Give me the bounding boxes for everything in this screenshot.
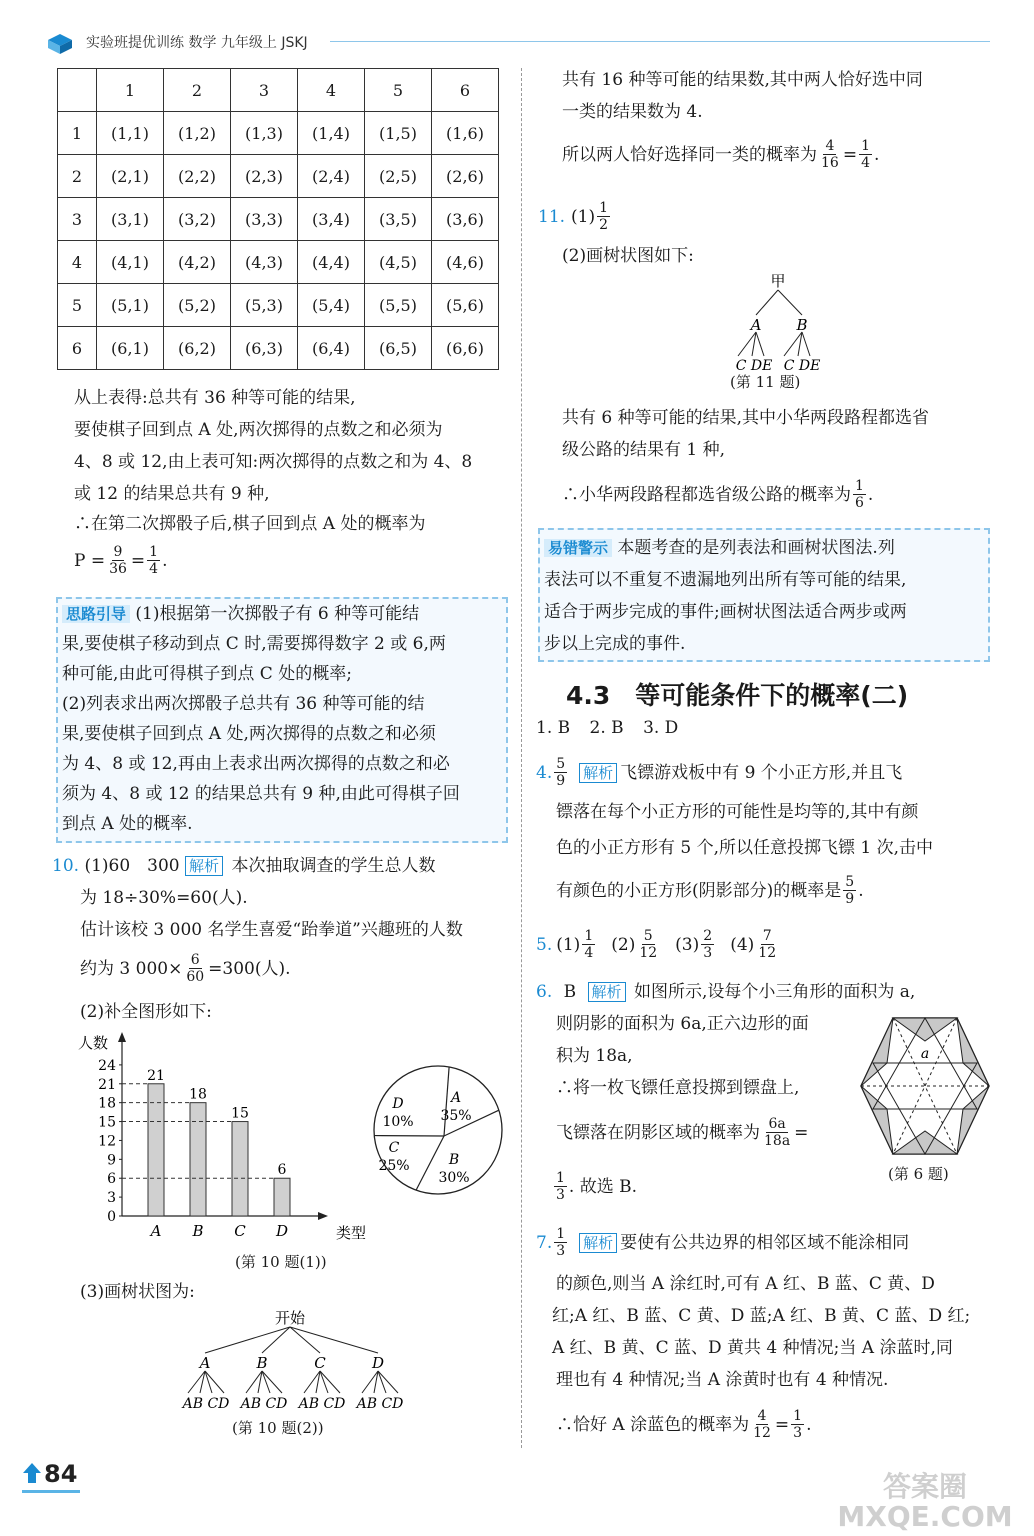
- table-cell: (6,5): [365, 327, 432, 370]
- fraction-den: 3: [556, 1187, 565, 1203]
- period: .: [162, 550, 168, 571]
- question-number: 6.: [536, 982, 553, 1002]
- fraction-num: 6a: [768, 1116, 786, 1132]
- fraction-num: 1: [599, 200, 609, 216]
- jiexi-tag: 解析: [185, 856, 223, 876]
- table-cell: (5,1): [97, 284, 164, 327]
- thinking-guide-line-5: 果,要使棋子回到点 A 处,两次掷得的点数之和必须: [62, 724, 436, 744]
- table-cell: (4,4): [298, 241, 365, 284]
- fraction-den: 12: [753, 1425, 771, 1441]
- tree-root-label: 甲: [770, 272, 786, 290]
- q4-line-4-text: 有颜色的小正方形(阴影部分)的概率是: [556, 880, 842, 901]
- q5-part-label: (4): [730, 934, 755, 955]
- answer-item: 2. B: [589, 718, 624, 738]
- fraction: [554, 1170, 567, 1203]
- bar: [148, 1084, 164, 1216]
- fraction-den: 9: [845, 891, 855, 907]
- table-cell: (2,6): [432, 155, 499, 198]
- y-tick-label: 0: [107, 1209, 116, 1225]
- table-cell: (3,3): [231, 198, 298, 241]
- q6-line-4: ∴将一枚飞镖任意投掷到镖盘上,: [556, 1078, 800, 1098]
- table-cell: (4,2): [164, 241, 231, 284]
- x-tick-label: C: [234, 1222, 246, 1240]
- fraction: [597, 200, 610, 233]
- x-axis-arrow: [318, 1212, 328, 1220]
- equals-sign: =: [794, 1122, 809, 1143]
- fraction-num: 9: [113, 544, 123, 560]
- q7-line-3: 红;A 红、B 蓝、C 黄、D 蓝;A 红、B 黄、C 蓝、D 红;: [552, 1306, 971, 1326]
- q7-line-1: [536, 1226, 909, 1259]
- tree-leaf-label: C DE: [735, 358, 773, 370]
- q10-line-1: [52, 856, 435, 876]
- table-row: [58, 155, 499, 198]
- fraction-den: 16: [821, 155, 839, 171]
- table-col-header: 5: [365, 69, 432, 112]
- right-line-5: 级公路的结果有 1 种,: [562, 440, 726, 460]
- fraction: [819, 138, 841, 171]
- bar-data-label: 18: [189, 1086, 207, 1103]
- q10-line-6: (3)画树状图为:: [80, 1282, 195, 1302]
- fraction: [843, 874, 856, 907]
- period: .: [858, 880, 864, 901]
- fraction-num: 5: [845, 874, 855, 890]
- table-cell: (6,3): [231, 327, 298, 370]
- tree-leaf-label: AB CD: [240, 1396, 288, 1412]
- table-cell: (2,3): [231, 155, 298, 198]
- header-rule: [330, 41, 990, 42]
- table-row-header: 5: [58, 284, 97, 327]
- fraction-num: 6: [190, 952, 200, 968]
- q7-line-2: 的颜色,则当 A 涂红时,可有 A 红、B 蓝、C 黄、D: [556, 1274, 935, 1294]
- jiexi-tag: 解析: [579, 763, 617, 783]
- fraction: [756, 928, 778, 961]
- fraction-den: 18a: [764, 1133, 791, 1149]
- q6-conclusion: . 故选 B.: [568, 1176, 638, 1197]
- table-row: [58, 112, 499, 155]
- left-line-2: 要使棋子回到点 A 处,两次掷得的点数之和必须为: [74, 420, 443, 440]
- question-number: 10.: [52, 856, 80, 876]
- table-col-header: 4: [298, 69, 365, 112]
- table-cell: (6,6): [432, 327, 499, 370]
- table-cell: (6,1): [97, 327, 164, 370]
- table-row: [58, 198, 499, 241]
- fraction-num: 1: [556, 1170, 565, 1186]
- q7-line-4: A 红、B 黄、C 蓝、D 黄共 4 种情况;当 A 涂蓝时,同: [552, 1338, 953, 1358]
- y-tick-label: 24: [98, 1057, 116, 1074]
- fraction-den: 3: [703, 945, 713, 961]
- header-logo-icon: [42, 30, 78, 56]
- table-cell: (1,6): [432, 112, 499, 155]
- watermark: 答案圈 MXQE.COM: [837, 1470, 1013, 1533]
- q5-part-label: (1): [556, 934, 581, 955]
- fraction: [184, 952, 206, 985]
- fraction-num: 1: [149, 544, 159, 560]
- question-number: 7.: [536, 1232, 553, 1253]
- table-row-header: 4: [58, 241, 97, 284]
- fraction-num: 2: [703, 928, 713, 944]
- q11-line-2: (2)画树状图如下:: [562, 246, 694, 266]
- thinking-guide-text: (1)根据第一次掷骰子有 6 种等可能结: [135, 604, 420, 624]
- y-axis-label: 人数: [78, 1034, 109, 1052]
- fraction-den: 12: [639, 945, 658, 961]
- table-cell: (5,3): [231, 284, 298, 327]
- table-row-header: 2: [58, 155, 97, 198]
- table-cell: (4,5): [365, 241, 432, 284]
- tree-node-label: A: [750, 316, 762, 334]
- fraction: [853, 478, 866, 511]
- fraction-num: 1: [793, 1408, 803, 1424]
- period: .: [867, 484, 874, 505]
- q6-line-3: 积为 18a,: [556, 1046, 633, 1066]
- fraction-den: 4: [584, 945, 594, 961]
- table-cell: (1,1): [97, 112, 164, 155]
- table-cell: (3,2): [164, 198, 231, 241]
- bar-and-pie-chart: [70, 1030, 520, 1245]
- bar-data-label: 6: [277, 1162, 287, 1179]
- q6-line-5-text: 飞镖落在阴影区域的概率为: [556, 1122, 760, 1143]
- q6-answer: B: [563, 982, 577, 1002]
- pie-slice-label: C: [388, 1140, 400, 1156]
- thinking-guide-line-3: 种可能,由此可得棋子到点 C 处的概率;: [62, 664, 352, 684]
- table-cell: (5,4): [298, 284, 365, 327]
- q7-text: 要使有公共边界的相邻区域不能涂相同: [620, 1232, 910, 1253]
- answers-1-3: [536, 718, 678, 738]
- q4-line-3: 色的小正方形有 5 个,所以任意投掷飞镖 1 次,击中: [556, 838, 934, 858]
- warning-tag: 易错警示: [544, 539, 612, 557]
- table-cell: (5,6): [432, 284, 499, 327]
- q4-text: 飞镖游戏板中有 9 个小正方形,并且飞: [620, 762, 903, 783]
- hexagon-caption: (第 6 题): [888, 1165, 949, 1183]
- table-row-header: 6: [58, 327, 97, 370]
- right-line-6-text: ∴小华两段路程都选省级公路的概率为: [562, 484, 851, 505]
- q7-line-5: 理也有 4 种情况;当 A 涂黄时也有 4 种情况.: [556, 1370, 889, 1390]
- table-cell: (1,5): [365, 112, 432, 155]
- table-cell: (6,4): [298, 327, 365, 370]
- fraction: [554, 756, 567, 789]
- pie-slice-label: B: [448, 1152, 460, 1168]
- period: .: [874, 144, 880, 165]
- fraction: [762, 1116, 792, 1149]
- fraction-num: 4: [825, 138, 835, 154]
- tree-diagram-q10: [170, 1305, 420, 1415]
- q10-line-2: 为 18÷30%=60(人).: [80, 888, 248, 908]
- q7-line-6: [556, 1408, 812, 1441]
- table-cell: (1,3): [231, 112, 298, 155]
- y-tick-label: 6: [107, 1171, 116, 1188]
- left-line-4: 或 12 的结果总共有 9 种,: [74, 484, 270, 504]
- right-line-6: [562, 478, 873, 511]
- y-axis-arrow: [118, 1032, 126, 1042]
- fraction-den: 9: [556, 773, 566, 789]
- thinking-guide-line-4: (2)列表求出两次掷骰子总共有 36 种等可能的结: [62, 694, 425, 714]
- tree-leaf-label: AB CD: [182, 1396, 230, 1412]
- tree-node-label: A: [199, 1354, 211, 1372]
- answer-item: 3. D: [643, 718, 679, 738]
- fraction-den: 3: [556, 1243, 566, 1259]
- thinking-guide-line-2: 果,要使棋子移动到点 C 时,需要掷得数字 2 或 6,两: [62, 634, 446, 654]
- page-number-underline: [22, 1490, 80, 1493]
- table-cell: (3,5): [365, 198, 432, 241]
- warning-text: 本题考查的是列表法和画树状图法.列: [617, 538, 895, 558]
- table-col-header: 2: [164, 69, 231, 112]
- thinking-guide-line-6: 为 4、8 或 12,再由上表求出两次掷得的点数之和必: [62, 754, 450, 774]
- page-arrow-icon: [22, 1462, 42, 1484]
- fraction-den: 60: [186, 969, 205, 985]
- fraction: [701, 928, 714, 961]
- hexagon-area-label: a: [920, 1046, 930, 1062]
- table-cell: (4,1): [97, 241, 164, 284]
- thinking-guide-line-8: 到点 A 处的概率.: [62, 814, 193, 834]
- period: .: [806, 1414, 812, 1435]
- table-cell: (2,5): [365, 155, 432, 198]
- table-cell: (4,3): [231, 241, 298, 284]
- tree-node-label: B: [256, 1354, 268, 1372]
- fraction-num: 7: [762, 928, 772, 944]
- left-line-5: ∴在第二次掷骰子后,棋子回到点 A 处的概率为: [74, 514, 426, 534]
- q5-line: [536, 928, 780, 961]
- fraction: [107, 544, 129, 577]
- jiexi-tag: 解析: [588, 982, 626, 1002]
- table-cell: (5,5): [365, 284, 432, 327]
- pie-slice-label: D: [392, 1096, 404, 1112]
- fraction: [582, 928, 595, 961]
- q11-part-label: (1): [571, 206, 596, 227]
- table-col-header: 3: [231, 69, 298, 112]
- warning-line-2: 表法可以不重复不遗漏地列出所有等可能的结果,: [544, 570, 907, 590]
- fraction: [751, 1408, 773, 1441]
- fraction-den: 3: [793, 1425, 803, 1441]
- table-cell: (6,2): [164, 327, 231, 370]
- equals-sign: =: [130, 550, 146, 571]
- question-number: 5.: [536, 934, 553, 955]
- y-tick-label: 9: [107, 1152, 116, 1169]
- y-tick-label: 21: [98, 1076, 116, 1093]
- bar: [232, 1122, 248, 1216]
- fraction-num: 4: [757, 1408, 767, 1424]
- q10-line-4: [80, 952, 291, 985]
- hexagon-star-figure: [855, 1010, 995, 1162]
- table-cell: (3,6): [432, 198, 499, 241]
- right-line-1: 共有 16 种等可能的结果数,其中两人恰好选中同: [562, 70, 923, 90]
- left-line-1: 从上表得:总共有 36 种等可能的结果,: [74, 388, 356, 408]
- section-title: 4.3 等可能条件下的概率(二): [566, 681, 909, 710]
- q10-estimate-result: =300(人).: [208, 958, 291, 979]
- bar-data-label: 21: [147, 1067, 165, 1084]
- right-line-3-text: 所以两人恰好选择同一类的概率为: [562, 144, 817, 165]
- fraction-num: 5: [643, 928, 653, 944]
- bar: [190, 1103, 206, 1216]
- q6-line-6: [552, 1170, 637, 1203]
- x-tick-label: B: [192, 1222, 204, 1240]
- pie-slice-percent: 10%: [382, 1114, 414, 1130]
- fraction-num: 1: [584, 928, 594, 944]
- table-row-header: 3: [58, 198, 97, 241]
- q5-part-label: (2): [611, 934, 636, 955]
- table-cell: (2,2): [164, 155, 231, 198]
- pie-slice-label: A: [450, 1090, 462, 1106]
- x-tick-label: A: [150, 1222, 162, 1240]
- table-corner-cell: [58, 69, 97, 112]
- table-cell: (2,1): [97, 155, 164, 198]
- fraction: [791, 1408, 804, 1441]
- fraction-num: 1: [556, 1226, 566, 1242]
- pie-slice-percent: 30%: [438, 1170, 470, 1186]
- fraction-den: 36: [109, 561, 127, 577]
- table-row: [58, 327, 499, 370]
- fraction-den: 4: [861, 155, 870, 171]
- header-title: 实验班提优训练 数学 九年级上 JSKJ: [86, 35, 308, 51]
- fraction-den: 4: [149, 561, 159, 577]
- table-col-header: 1: [97, 69, 164, 112]
- column-divider: [521, 68, 522, 1448]
- warning-line-1: [544, 538, 895, 558]
- q4-line-2: 镖落在每个小正方形的可能性是均等的,其中有颜: [556, 802, 919, 822]
- question-number: 4.: [536, 762, 553, 783]
- fraction-den: 12: [758, 945, 777, 961]
- q7-line-6-text: ∴恰好 A 涂蓝色的概率为: [556, 1414, 750, 1435]
- fraction: [859, 138, 872, 171]
- table-cell: (4,6): [432, 241, 499, 284]
- q11-line-1: [538, 200, 612, 233]
- q10-text: 本次抽取调查的学生总人数: [231, 856, 436, 876]
- table-cell: (5,2): [164, 284, 231, 327]
- table-cell: (1,2): [164, 112, 231, 155]
- tree-leaf-label: C DE: [783, 358, 821, 370]
- table-row: [58, 241, 499, 284]
- pie-slice-percent: 25%: [378, 1158, 410, 1174]
- tree-leaf-label: AB CD: [298, 1396, 346, 1412]
- y-tick-label: 3: [107, 1190, 116, 1207]
- tree-diagram-q11: [718, 270, 838, 370]
- tree-root-label: 开始: [274, 1309, 306, 1327]
- x-tick-label: D: [275, 1222, 289, 1240]
- warning-line-3: 适合于两步完成的事件;画树状图法适合两步或两: [544, 602, 907, 622]
- tree-node-label: C: [314, 1354, 326, 1372]
- q10-line-3: 估计该校 3 000 名学生喜爱“跆拳道”兴趣班的人数: [80, 920, 463, 940]
- q6-line-2: 则阴影的面积为 6a,正六边形的面: [556, 1014, 809, 1034]
- answer-item: 1. B: [536, 718, 571, 738]
- x-axis-label: 类型: [336, 1224, 367, 1242]
- q5-part-label: (3): [675, 934, 700, 955]
- q10-estimate-text: 约为 3 000×: [80, 958, 183, 979]
- right-line-3: [562, 138, 879, 171]
- table-cell: (3,4): [298, 198, 365, 241]
- bar: [274, 1178, 290, 1216]
- chart-caption: (第 10 题(1)): [235, 1253, 327, 1271]
- equals-sign: =: [774, 1414, 790, 1435]
- q10-line-5: (2)补全图形如下:: [80, 1002, 212, 1022]
- fraction-num: 1: [855, 478, 864, 494]
- dice-outcome-table: [57, 68, 499, 370]
- thinking-guide-line-1: [62, 604, 419, 624]
- fraction: [554, 1226, 567, 1259]
- question-number: 11.: [538, 206, 566, 227]
- y-tick-label: 18: [98, 1095, 116, 1112]
- equals-sign: =: [842, 144, 858, 165]
- pie-slice-percent: 35%: [440, 1108, 472, 1124]
- y-tick-label: 12: [98, 1133, 116, 1150]
- eq-p-label: P =: [74, 550, 106, 571]
- right-line-4: 共有 6 种等可能的结果,其中小华两段路程都选省: [562, 408, 930, 428]
- page-number: 84: [44, 1460, 78, 1488]
- q10-answer: (1)60 300: [84, 856, 180, 876]
- tree-node-label: B: [796, 316, 808, 334]
- table-cell: (2,4): [298, 155, 365, 198]
- thinking-guide-tag: 思路引导: [62, 605, 130, 623]
- tree-caption-q11: (第 11 题): [730, 373, 801, 391]
- jiexi-tag: 解析: [579, 1233, 617, 1253]
- right-line-2: 一类的结果数为 4.: [562, 102, 703, 122]
- q4-line-1: [536, 756, 902, 789]
- fraction-den: 2: [599, 217, 609, 233]
- tree-leaf-label: AB CD: [356, 1396, 404, 1412]
- fraction: [147, 544, 160, 577]
- table-cell: (1,4): [298, 112, 365, 155]
- fraction-num: 5: [556, 756, 566, 772]
- table-row: [58, 284, 499, 327]
- table-header-row: [58, 69, 499, 112]
- left-line-3: 4、8 或 12,由上表可知:两次掷得的点数之和为 4、8: [74, 452, 473, 472]
- fraction-den: 6: [855, 495, 864, 511]
- fraction-num: 1: [861, 138, 870, 154]
- tree-caption-q10: (第 10 题(2)): [232, 1419, 324, 1437]
- warning-line-4: 步以上完成的事件.: [544, 634, 686, 654]
- fraction: [637, 928, 659, 961]
- left-probability-eq: [74, 544, 168, 577]
- table-col-header: 6: [432, 69, 499, 112]
- q6-line-5: [556, 1116, 808, 1149]
- q4-line-4: [556, 874, 864, 907]
- table-cell: (3,1): [97, 198, 164, 241]
- table-row-header: 1: [58, 112, 97, 155]
- bar-data-label: 15: [231, 1105, 249, 1122]
- y-tick-label: 15: [98, 1114, 116, 1131]
- tree-node-label: D: [371, 1354, 385, 1372]
- q6-text: 如图所示,设每个小三角形的面积为 a,: [633, 982, 916, 1002]
- q6-line-1: [536, 982, 915, 1002]
- thinking-guide-line-7: 须为 4、8 或 12 的结果总共有 9 种,由此可得棋子回: [62, 784, 460, 804]
